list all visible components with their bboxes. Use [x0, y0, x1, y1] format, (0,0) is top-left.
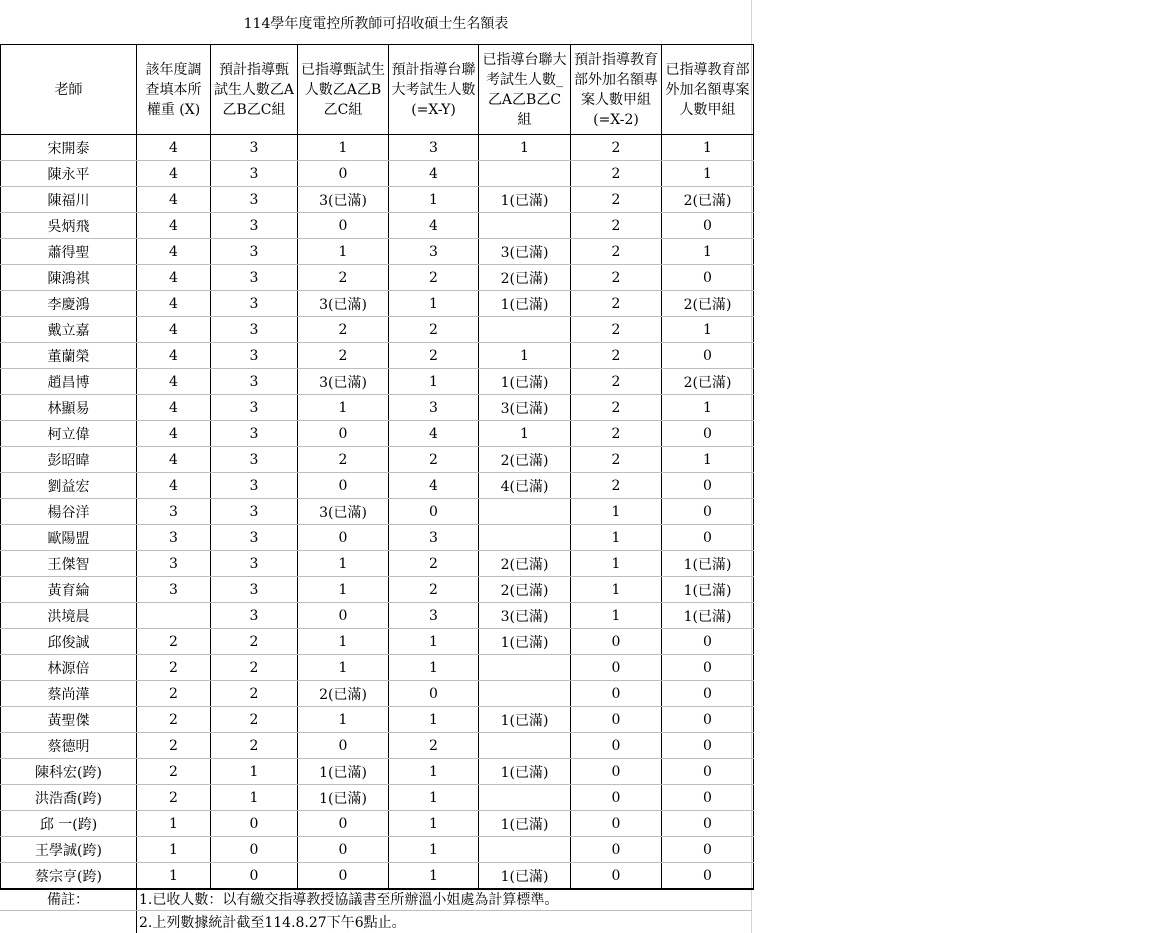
- cell-current-moe: 0: [662, 811, 754, 837]
- cell-planned-exam: 0: [211, 837, 298, 863]
- cell-current-moe: 0: [662, 343, 754, 369]
- table-row: [1, 525, 754, 551]
- cell-current-joint: 3(已滿): [479, 395, 571, 421]
- cell-current-exam: 2: [298, 317, 389, 343]
- table-row: [1, 785, 754, 811]
- cell-planned-joint: 1: [389, 707, 479, 733]
- cell-planned-moe: 0: [571, 681, 662, 707]
- cell-weight: 2: [137, 629, 211, 655]
- cell-current-moe: 1: [662, 239, 754, 265]
- cell-planned-joint: 1: [389, 187, 479, 213]
- cell-current-exam: 1(已滿): [298, 785, 389, 811]
- cell-current-moe: 0: [662, 473, 754, 499]
- note-line: 1.已收人數：以有繳交指導教授協議書至所辦溫小姐處為計算標準。: [136, 888, 558, 910]
- cell-current-joint: [479, 837, 571, 863]
- cell-planned-exam: 2: [211, 707, 298, 733]
- table-row: [1, 343, 754, 369]
- cell-current-moe: 0: [662, 213, 754, 239]
- cell-current-exam: 0: [298, 161, 389, 187]
- table-row: [1, 317, 754, 343]
- cell-weight: 4: [137, 135, 211, 161]
- cell-planned-exam: 3: [211, 369, 298, 395]
- cell-current-joint: 1(已滿): [479, 187, 571, 213]
- cell-current-exam: 0: [298, 525, 389, 551]
- cell-planned-moe: 0: [571, 863, 662, 890]
- cell-current-joint: 2(已滿): [479, 551, 571, 577]
- cell-current-moe: 1: [662, 317, 754, 343]
- cell-weight: 4: [137, 213, 211, 239]
- cell-planned-moe: 0: [571, 655, 662, 681]
- cell-current-moe: 1: [662, 135, 754, 161]
- cell-planned-moe: 0: [571, 785, 662, 811]
- cell-weight: 2: [137, 655, 211, 681]
- cell-current-moe: 0: [662, 707, 754, 733]
- cell-teacher: 陳科宏(跨): [1, 759, 137, 785]
- table-body: [1, 135, 754, 890]
- cell-planned-joint: 4: [389, 161, 479, 187]
- cell-planned-joint: 0: [389, 681, 479, 707]
- cell-planned-joint: 1: [389, 759, 479, 785]
- cell-teacher: 李慶鴻: [1, 291, 137, 317]
- cell-current-joint: 2(已滿): [479, 577, 571, 603]
- cell-planned-joint: 1: [389, 837, 479, 863]
- cell-current-moe: 0: [662, 421, 754, 447]
- cell-current-joint: 1(已滿): [479, 863, 571, 890]
- header-current-exam: 已指導甄試生人數乙A乙B乙C組: [298, 45, 389, 135]
- cell-planned-exam: 3: [211, 551, 298, 577]
- cell-planned-moe: 1: [571, 603, 662, 629]
- header-planned-moe: 預計指導教育部外加名額專案人數甲組(=X-2): [571, 45, 662, 135]
- cell-weight: 3: [137, 551, 211, 577]
- cell-planned-exam: 3: [211, 447, 298, 473]
- table-row: [1, 759, 754, 785]
- cell-current-joint: 1(已滿): [479, 291, 571, 317]
- cell-planned-moe: 2: [571, 161, 662, 187]
- cell-planned-moe: 2: [571, 135, 662, 161]
- cell-current-joint: 1: [479, 135, 571, 161]
- cell-current-joint: [479, 681, 571, 707]
- cell-planned-joint: 1: [389, 863, 479, 890]
- cell-weight: 2: [137, 759, 211, 785]
- cell-planned-exam: 3: [211, 213, 298, 239]
- header-planned-exam: 預計指導甄試生人數乙A乙B乙C組: [211, 45, 298, 135]
- cell-teacher: 蕭得聖: [1, 239, 137, 265]
- cell-current-moe: 1(已滿): [662, 603, 754, 629]
- cell-planned-moe: 0: [571, 759, 662, 785]
- cell-current-exam: 2: [298, 447, 389, 473]
- cell-planned-exam: 3: [211, 343, 298, 369]
- cell-current-joint: [479, 655, 571, 681]
- cell-current-exam: 2: [298, 343, 389, 369]
- cell-current-moe: 2(已滿): [662, 369, 754, 395]
- cell-current-joint: 2(已滿): [479, 265, 571, 291]
- cell-current-joint: [479, 785, 571, 811]
- note-line: 2.上列數據統計截至114.8.27下午6點止。: [136, 911, 406, 933]
- cell-current-moe: 0: [662, 655, 754, 681]
- cell-weight: 4: [137, 395, 211, 421]
- cell-teacher: 洪浩喬(跨): [1, 785, 137, 811]
- cell-current-exam: 2(已滿): [298, 681, 389, 707]
- cell-planned-moe: 1: [571, 577, 662, 603]
- cell-planned-joint: 2: [389, 447, 479, 473]
- cell-planned-exam: 0: [211, 811, 298, 837]
- cell-current-moe: 1: [662, 161, 754, 187]
- cell-teacher: 陳永平: [1, 161, 137, 187]
- cell-current-moe: 0: [662, 733, 754, 759]
- cell-planned-exam: 3: [211, 577, 298, 603]
- header-current-moe: 已指導教育部外加名額專案人數甲組: [662, 45, 754, 135]
- table-row: [1, 447, 754, 473]
- cell-planned-exam: 3: [211, 421, 298, 447]
- cell-planned-joint: 1: [389, 291, 479, 317]
- cell-planned-joint: 1: [389, 369, 479, 395]
- cell-current-exam: 1: [298, 135, 389, 161]
- cell-planned-joint: 0: [389, 499, 479, 525]
- cell-current-joint: 1(已滿): [479, 811, 571, 837]
- cell-weight: 4: [137, 317, 211, 343]
- table-row: [1, 863, 754, 890]
- cell-weight: 4: [137, 369, 211, 395]
- note-row: [0, 910, 752, 933]
- cell-planned-joint: 2: [389, 317, 479, 343]
- cell-current-joint: [479, 499, 571, 525]
- cell-teacher: 蔡尚澕: [1, 681, 137, 707]
- cell-current-exam: 1(已滿): [298, 759, 389, 785]
- cell-teacher: 洪境晨: [1, 603, 137, 629]
- cell-planned-joint: 1: [389, 785, 479, 811]
- table-row: [1, 135, 754, 161]
- cell-current-exam: 0: [298, 213, 389, 239]
- cell-current-joint: 2(已滿): [479, 447, 571, 473]
- cell-teacher: 蔡德明: [1, 733, 137, 759]
- quota-table: [0, 44, 754, 890]
- cell-teacher: 林源倍: [1, 655, 137, 681]
- cell-current-exam: 0: [298, 473, 389, 499]
- cell-current-moe: 0: [662, 525, 754, 551]
- table-row: [1, 395, 754, 421]
- cell-teacher: 王傑智: [1, 551, 137, 577]
- table-row: [1, 421, 754, 447]
- cell-planned-joint: 2: [389, 733, 479, 759]
- cell-planned-exam: 2: [211, 655, 298, 681]
- cell-current-exam: 1: [298, 707, 389, 733]
- table-title: 114學年度電控所教師可招收碩士生名額表: [243, 15, 509, 32]
- cell-teacher: 趙昌博: [1, 369, 137, 395]
- cell-weight: 3: [137, 499, 211, 525]
- table-row: [1, 655, 754, 681]
- cell-current-exam: 0: [298, 811, 389, 837]
- cell-planned-exam: 3: [211, 473, 298, 499]
- table-row: [1, 811, 754, 837]
- cell-planned-moe: 1: [571, 525, 662, 551]
- cell-planned-joint: 3: [389, 239, 479, 265]
- cell-weight: 4: [137, 291, 211, 317]
- table-row: [1, 551, 754, 577]
- cell-planned-moe: 0: [571, 733, 662, 759]
- table-row: [1, 499, 754, 525]
- cell-planned-exam: 3: [211, 499, 298, 525]
- cell-current-joint: 1: [479, 421, 571, 447]
- cell-current-joint: [479, 733, 571, 759]
- cell-planned-joint: 2: [389, 551, 479, 577]
- cell-weight: 4: [137, 265, 211, 291]
- cell-weight: 3: [137, 525, 211, 551]
- table-row: [1, 629, 754, 655]
- table-row: [1, 161, 754, 187]
- cell-planned-exam: 2: [211, 681, 298, 707]
- cell-planned-exam: 1: [211, 759, 298, 785]
- cell-planned-moe: 2: [571, 447, 662, 473]
- cell-planned-exam: 0: [211, 863, 298, 890]
- cell-planned-moe: 2: [571, 343, 662, 369]
- cell-planned-moe: 2: [571, 369, 662, 395]
- cell-current-joint: 4(已滿): [479, 473, 571, 499]
- cell-current-joint: 3(已滿): [479, 603, 571, 629]
- cell-current-joint: 1(已滿): [479, 369, 571, 395]
- cell-weight: 4: [137, 187, 211, 213]
- cell-teacher: 陳福川: [1, 187, 137, 213]
- cell-current-joint: [479, 213, 571, 239]
- header-current-joint: 已指導台聯大考試生人數_乙A乙B乙C組: [479, 45, 571, 135]
- cell-current-moe: 0: [662, 265, 754, 291]
- cell-teacher: 王學誠(跨): [1, 837, 137, 863]
- cell-teacher: 戴立嘉: [1, 317, 137, 343]
- table-row: [1, 473, 754, 499]
- cell-current-moe: 1(已滿): [662, 577, 754, 603]
- cell-planned-moe: 1: [571, 499, 662, 525]
- cell-current-joint: 1: [479, 343, 571, 369]
- cell-teacher: 黃育綸: [1, 577, 137, 603]
- cell-planned-moe: 0: [571, 629, 662, 655]
- cell-planned-exam: 3: [211, 161, 298, 187]
- cell-planned-joint: 1: [389, 655, 479, 681]
- header-row: [1, 45, 754, 135]
- cell-weight: 2: [137, 733, 211, 759]
- table-row: [1, 213, 754, 239]
- table-row: [1, 265, 754, 291]
- cell-current-joint: 1(已滿): [479, 629, 571, 655]
- cell-teacher: 邱俊誠: [1, 629, 137, 655]
- table-row: [1, 577, 754, 603]
- cell-current-exam: 0: [298, 863, 389, 890]
- cell-weight: 4: [137, 447, 211, 473]
- cell-current-joint: 3(已滿): [479, 239, 571, 265]
- cell-planned-exam: 3: [211, 395, 298, 421]
- cell-weight: 4: [137, 239, 211, 265]
- cell-teacher: 林顯易: [1, 395, 137, 421]
- cell-current-exam: 0: [298, 421, 389, 447]
- cell-teacher: 彭昭暐: [1, 447, 137, 473]
- cell-planned-moe: 0: [571, 707, 662, 733]
- cell-current-moe: 0: [662, 681, 754, 707]
- cell-planned-exam: 3: [211, 291, 298, 317]
- cell-teacher: 陳鴻祺: [1, 265, 137, 291]
- cell-current-moe: 1: [662, 395, 754, 421]
- cell-planned-joint: 1: [389, 811, 479, 837]
- notes-label: 備註：: [47, 892, 89, 908]
- cell-planned-moe: 2: [571, 239, 662, 265]
- cell-planned-moe: 2: [571, 317, 662, 343]
- cell-planned-moe: 1: [571, 551, 662, 577]
- cell-planned-joint: 3: [389, 603, 479, 629]
- cell-planned-joint: 4: [389, 473, 479, 499]
- header-teacher: 老師: [1, 45, 137, 135]
- cell-planned-exam: 3: [211, 265, 298, 291]
- cell-current-moe: 0: [662, 863, 754, 890]
- cell-teacher: 楊谷洋: [1, 499, 137, 525]
- cell-current-exam: 3(已滿): [298, 291, 389, 317]
- cell-teacher: 董蘭榮: [1, 343, 137, 369]
- cell-planned-moe: 2: [571, 265, 662, 291]
- table-row: [1, 837, 754, 863]
- cell-teacher: 蔡宗亨(跨): [1, 863, 137, 890]
- cell-current-exam: 2: [298, 265, 389, 291]
- cell-planned-exam: 3: [211, 135, 298, 161]
- cell-teacher: 歐陽盟: [1, 525, 137, 551]
- cell-planned-joint: 3: [389, 135, 479, 161]
- cell-weight: 1: [137, 837, 211, 863]
- cell-weight: 2: [137, 681, 211, 707]
- cell-planned-moe: 0: [571, 837, 662, 863]
- cell-planned-moe: 2: [571, 395, 662, 421]
- cell-weight: 4: [137, 161, 211, 187]
- cell-teacher: 宋開泰: [1, 135, 137, 161]
- cell-current-exam: 0: [298, 733, 389, 759]
- cell-teacher: 邱 一(跨): [1, 811, 137, 837]
- cell-current-joint: [479, 161, 571, 187]
- cell-planned-exam: 3: [211, 187, 298, 213]
- cell-weight: 1: [137, 811, 211, 837]
- cell-planned-joint: 2: [389, 265, 479, 291]
- cell-teacher: 吳炳飛: [1, 213, 137, 239]
- cell-current-joint: 1(已滿): [479, 759, 571, 785]
- table-row: [1, 733, 754, 759]
- cell-planned-exam: 2: [211, 733, 298, 759]
- cell-current-exam: 0: [298, 837, 389, 863]
- cell-teacher: 劉益宏: [1, 473, 137, 499]
- cell-planned-exam: 1: [211, 785, 298, 811]
- cell-teacher: 柯立偉: [1, 421, 137, 447]
- cell-current-moe: 1: [662, 447, 754, 473]
- cell-planned-joint: 4: [389, 421, 479, 447]
- note-row: [0, 888, 752, 910]
- table-row: [1, 291, 754, 317]
- cell-current-moe: 2(已滿): [662, 291, 754, 317]
- cell-current-exam: 1: [298, 551, 389, 577]
- cell-planned-moe: 2: [571, 291, 662, 317]
- table-row: [1, 187, 754, 213]
- cell-current-exam: 1: [298, 577, 389, 603]
- cell-current-exam: 1: [298, 629, 389, 655]
- cell-current-exam: 0: [298, 603, 389, 629]
- cell-current-exam: 1: [298, 655, 389, 681]
- table-row: [1, 603, 754, 629]
- table-row: [1, 681, 754, 707]
- cell-current-moe: 0: [662, 759, 754, 785]
- cell-planned-moe: 0: [571, 811, 662, 837]
- cell-planned-exam: 3: [211, 239, 298, 265]
- cell-planned-moe: 2: [571, 421, 662, 447]
- header-weight: 該年度調查填本所權重 (X): [137, 45, 211, 135]
- cell-current-moe: 0: [662, 785, 754, 811]
- cell-current-moe: 1(已滿): [662, 551, 754, 577]
- cell-planned-moe: 2: [571, 213, 662, 239]
- cell-planned-exam: 3: [211, 603, 298, 629]
- cell-current-joint: [479, 317, 571, 343]
- cell-current-joint: 1(已滿): [479, 707, 571, 733]
- table-row: [1, 369, 754, 395]
- cell-planned-joint: 1: [389, 629, 479, 655]
- table-row: [1, 239, 754, 265]
- cell-current-exam: 3(已滿): [298, 369, 389, 395]
- cell-weight: 2: [137, 707, 211, 733]
- cell-planned-moe: 2: [571, 473, 662, 499]
- cell-weight: 4: [137, 421, 211, 447]
- cell-planned-joint: 3: [389, 525, 479, 551]
- cell-weight: 4: [137, 473, 211, 499]
- cell-weight: 1: [137, 863, 211, 890]
- cell-planned-exam: 3: [211, 525, 298, 551]
- cell-current-moe: 0: [662, 837, 754, 863]
- cell-current-exam: 3(已滿): [298, 499, 389, 525]
- table-row: [1, 707, 754, 733]
- cell-current-exam: 3(已滿): [298, 187, 389, 213]
- cell-planned-moe: 2: [571, 187, 662, 213]
- cell-current-moe: 0: [662, 629, 754, 655]
- cell-planned-joint: 3: [389, 395, 479, 421]
- cell-planned-joint: 2: [389, 343, 479, 369]
- cell-planned-joint: 2: [389, 577, 479, 603]
- cell-current-moe: 2(已滿): [662, 187, 754, 213]
- cell-weight: 3: [137, 577, 211, 603]
- cell-weight: 2: [137, 785, 211, 811]
- notes-section: [0, 888, 752, 933]
- cell-current-moe: 0: [662, 499, 754, 525]
- cell-teacher: 黃聖傑: [1, 707, 137, 733]
- cell-current-joint: [479, 525, 571, 551]
- cell-weight: [137, 603, 211, 629]
- cell-planned-joint: 4: [389, 213, 479, 239]
- cell-planned-exam: 3: [211, 317, 298, 343]
- header-planned-joint: 預計指導台聯大考試生人數(=X-Y): [389, 45, 479, 135]
- cell-weight: 4: [137, 343, 211, 369]
- cell-current-exam: 1: [298, 395, 389, 421]
- cell-current-exam: 1: [298, 239, 389, 265]
- cell-planned-exam: 2: [211, 629, 298, 655]
